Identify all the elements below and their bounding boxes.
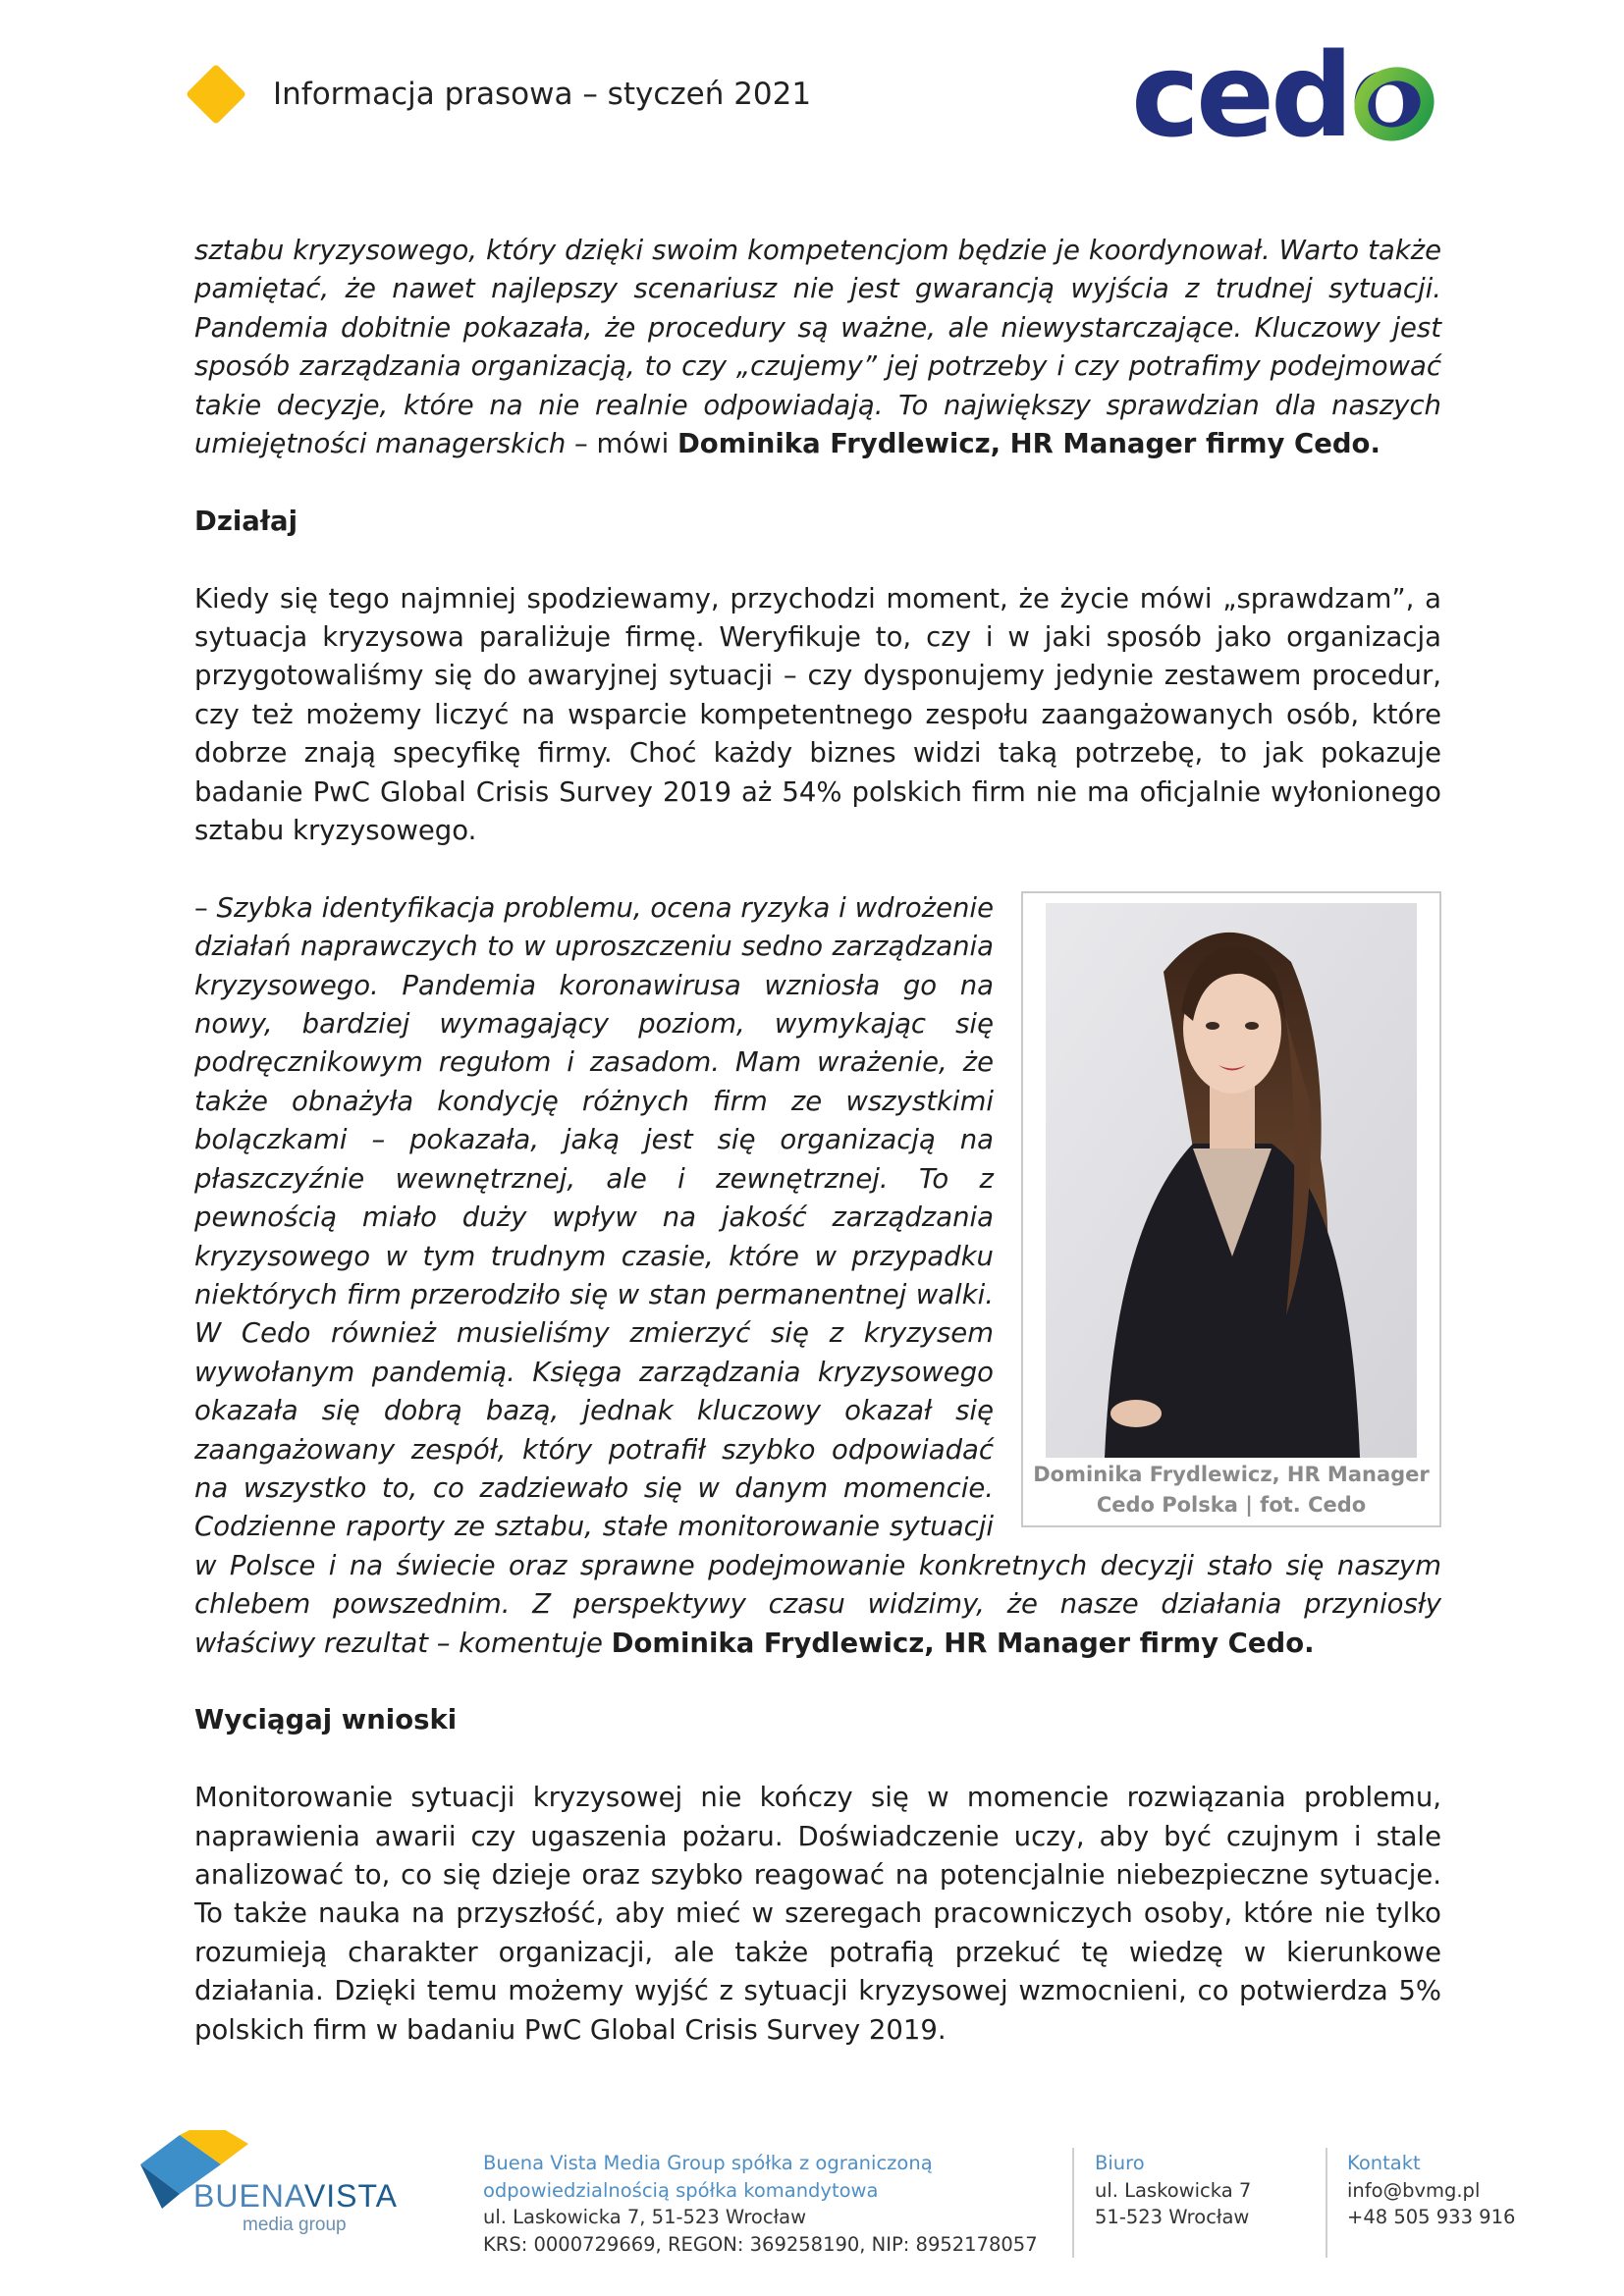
cedo-logo-text: cedo bbox=[1131, 35, 1426, 153]
cedo-logo bbox=[1131, 35, 1445, 153]
paragraph-wnioski: Monitorowanie sytuacji kryzysowej nie kończy się w momencie rozwiązania problemu, naprawienia awarii czy ugaszenia pożaru. Doświadczenie uczy, aby być czujnym i stale analizować to, co się dzieje oraz szybko reagować na potencjalnie niebezpieczne sytuacje. To także nauka na przyszłość, aby mieć w szeregach pracowniczych osoby, które nie tylko rozumieją charakter organizacji, ale także potrafią przekuć tę wiedzę w kierunkowe działania. Dzięki temu możemy wyjść z sytuacji kryzysowej wzmocnieni, co potwierdza 5% polskich firm w badaniu PwC Global Crisis Survey 2019. bbox=[194, 1782, 1441, 2046]
footer-company-info bbox=[483, 2150, 1043, 2258]
quote-2-connector: – komentuje bbox=[427, 1627, 612, 1659]
footer-office-title: Biuro bbox=[1095, 2152, 1145, 2174]
footer-contact bbox=[1347, 2150, 1563, 2231]
quote-2-author: Dominika Frydlewicz, HR Manager firmy Cedo. bbox=[611, 1627, 1315, 1659]
article-body bbox=[194, 232, 1441, 2088]
section-heading-wnioski: Wyciągaj wnioski bbox=[194, 1704, 458, 1736]
paragraph-dzialaj: Kiedy się tego najmniej spodziewamy, przychodzi moment, że życie mówi „sprawdzam”, a sytuacja kryzysowa paraliżuje firmę. Weryfikuje to, czy i w jaki sposób jako organizacja przygotowaliśmy się do awaryjnej sytuacji – czy dysponujemy jedynie zestawem procedur, czy też możemy liczyć na wsparcie kompetentnego zespołu zaangażowanych osób, które dobrze znają specyfikę firmy. Choć każdy biznes widzi taką potrzebę, to jak pokazuje badanie PwC Global Crisis Survey 2019 aż 54% polskich firm nie ma oficjalnie wyłonionego sztabu kryzysowego. bbox=[194, 582, 1441, 847]
footer-divider bbox=[1072, 2148, 1074, 2258]
photo-caption bbox=[1033, 1460, 1430, 1521]
footer-contact-title: Kontakt bbox=[1347, 2152, 1421, 2174]
paragraph-quote-1 bbox=[194, 232, 1441, 463]
footer-company-name-2: odpowiedzialnością spółka komandytowa bbox=[483, 2178, 879, 2202]
footer-contact-email[interactable]: info@bvmg.pl bbox=[1347, 2178, 1481, 2202]
quote-1-text: sztabu kryzysowego, który dzięki swoim kompetencjom będzie je koordynował. Warto także pamiętać, że nawet najlepszy scenariusz nie jest gwarancją wyjścia z trudnej sytuacji. Pandemia dobitnie pokazała, że procedury są ważne, ale niewystarczające. Kluczowy jest sposób zarządzania organizacją, to czy „czujemy” jej potrzeby i czy potrafimy podejmować takie decyzje, które na nie realnie odpowiadają. To największy sprawdzian dla naszych umiejętności managerskich bbox=[194, 235, 1441, 460]
footer-contact-phone[interactable]: +48 505 933 916 bbox=[1347, 2206, 1516, 2228]
buenavista-logo-sub: media group bbox=[243, 2215, 347, 2235]
paragraph-quote-2 bbox=[194, 889, 1441, 1663]
footer-divider bbox=[1326, 2148, 1327, 2258]
footer-company-address: ul. Laskowicka 7, 51-523 Wrocław bbox=[483, 2206, 807, 2228]
page-footer bbox=[0, 2110, 1624, 2268]
header-diamond-icon bbox=[186, 64, 246, 125]
quote-2-dash: – bbox=[194, 891, 217, 924]
footer-office bbox=[1095, 2150, 1291, 2231]
page-header-title: Informacja prasowa – styczeń 2021 bbox=[273, 77, 812, 112]
portrait-photo bbox=[1046, 903, 1417, 1458]
buenavista-logo-text-a: BUENA bbox=[193, 2178, 304, 2214]
footer-office-city: 51-523 Wrocław bbox=[1095, 2206, 1250, 2228]
photo-caption-line-1: Dominika Frydlewicz, HR Manager bbox=[1033, 1462, 1430, 1486]
buenavista-logo-text-b: VISTA bbox=[303, 2178, 398, 2214]
section-heading-dzialaj: Działaj bbox=[194, 505, 298, 537]
photo-figure bbox=[1021, 891, 1441, 1527]
buenavista-logo bbox=[133, 2130, 417, 2248]
svg-text:BUENAVISTA bbox=[193, 2178, 398, 2214]
footer-company-ids: KRS: 0000729669, REGON: 369258190, NIP: 8952178057 bbox=[483, 2232, 1038, 2256]
quote-1-author: Dominika Frydlewicz, HR Manager firmy Cedo. bbox=[677, 428, 1380, 460]
quote-2-text: Szybka identyfikacja problemu, ocena ryzyka i wdrożenie działań naprawczych to w uproszczeniu sedno zarządzania kryzysowego. Pandemia koronawirusa wzniosła go na nowy, bardziej wymagający poziom, wymykając się podręcznikowym regułom i zasadom. Mam wrażenie, że także obnażyła kondycję różnych firm ze wszystkimi bolączkami – pokazała, jaką jest się organizacją na płaszczyźnie wewnętrznej, ale i zewnętrznej. To z pewnością miało duży wpływ na jakość zarządzania kryzysowego w tym trudnym czasie, które w przypadku niektórych firm przerodziło się w stan permanentnej walki. W Cedo również musieliśmy zmierzyć się z kryzysem wywołanym pandemią. Księga zarządzania kryzysowego okazała się dobrą bazą, jednak kluczowy okazał się zaangażowany zespół, który potrafił szybko odpowiadać na wszystko to, co zadziewało się w danym momencie. Codzienne raporty ze sztabu, stałe monitorowanie sytuacji w Polsce i na świecie oraz sprawne podejmowanie konkretnych decyzji stało się naszym chlebem powszednim. Z perspektywy czasu widzimy, że nasze działania przyniosły właściwy rezultat bbox=[194, 891, 1441, 1659]
photo-caption-line-2: Cedo Polska | fot. Cedo bbox=[1096, 1492, 1367, 1517]
footer-company-name-1: Buena Vista Media Group spółka z ograniczoną bbox=[483, 2152, 933, 2174]
quote-1-connector: – mówi bbox=[566, 428, 677, 460]
footer-office-street: ul. Laskowicka 7 bbox=[1095, 2178, 1252, 2202]
